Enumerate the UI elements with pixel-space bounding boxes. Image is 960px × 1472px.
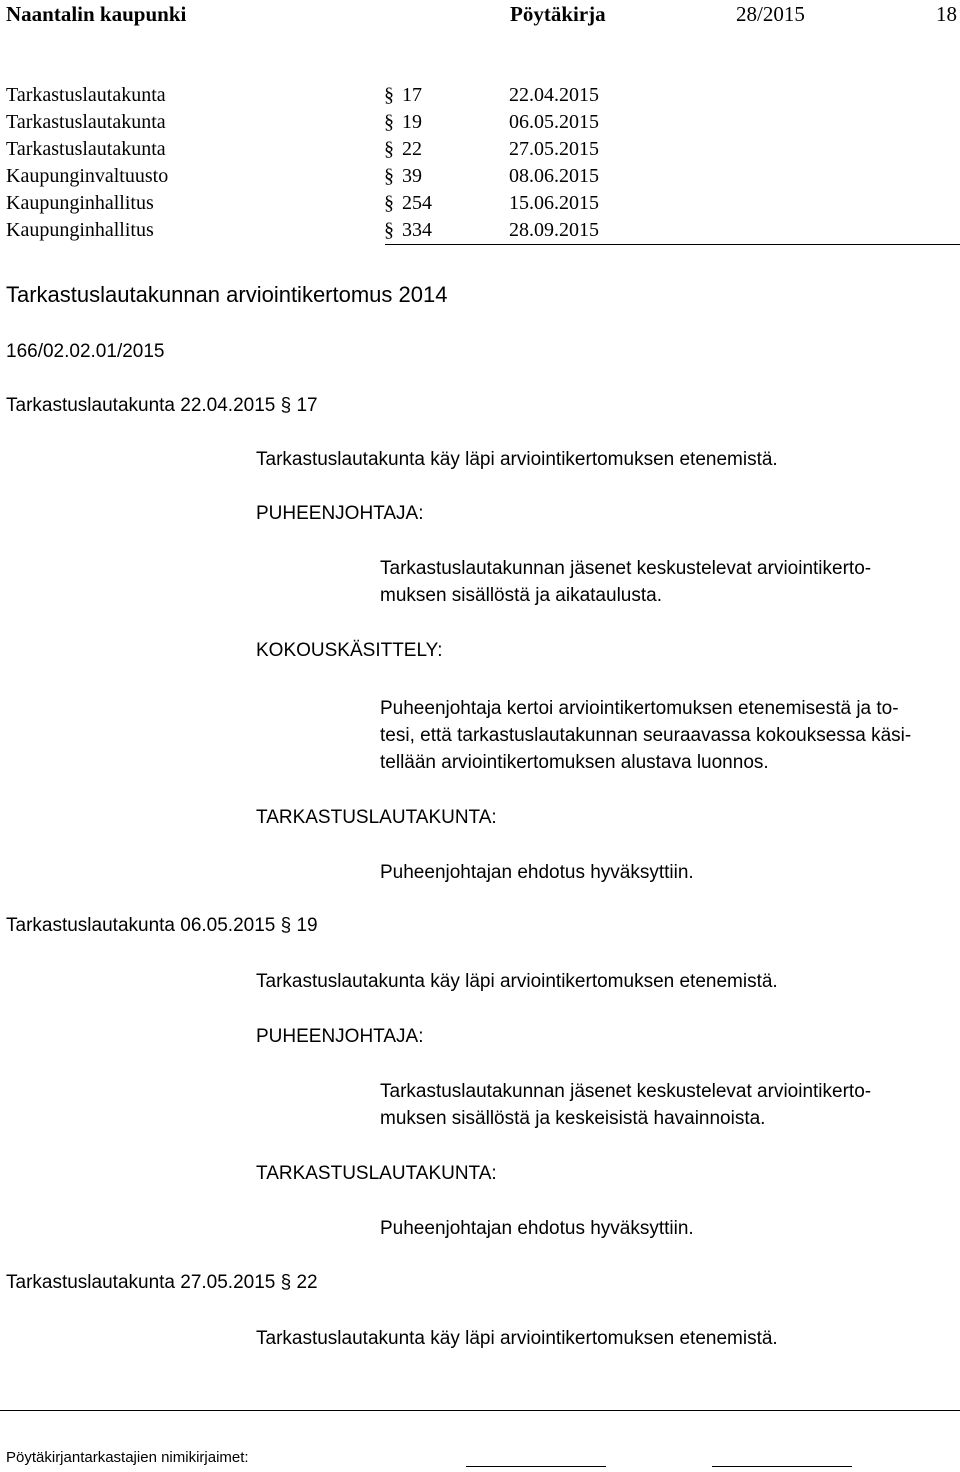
label-chair: PUHEENJOHTAJA: xyxy=(256,503,424,524)
committee-decision: Puheenjohtajan ehdotus hyväksyttiin. xyxy=(380,1218,694,1239)
diary-number: 166/02.02.01/2015 xyxy=(6,341,165,362)
reference-body: Kaupunginhallitus xyxy=(6,219,154,241)
label-committee: TARKASTUSLAUTAKUNTA: xyxy=(256,807,497,828)
footer-divider xyxy=(0,1410,960,1411)
label-chair: PUHEENJOHTAJA: xyxy=(256,1026,424,1047)
text-line: tesi, että tarkastuslautakunnan seuraavassa kokouksessa käsi- xyxy=(380,725,912,746)
reference-body: Kaupunginhallitus xyxy=(6,192,154,214)
reference-row xyxy=(6,165,626,193)
chair-proposal xyxy=(380,555,940,609)
reference-date: 28.09.2015 xyxy=(509,219,599,241)
section-sign: § xyxy=(384,138,394,160)
reference-row xyxy=(6,111,626,139)
section-intro: Tarkastuslautakunta käy läpi arviointikertomuksen etenemistä. xyxy=(256,1328,778,1349)
initials-signature-line xyxy=(466,1466,606,1467)
reference-body: Tarkastuslautakunta xyxy=(6,111,166,133)
chair-proposal xyxy=(380,1078,940,1132)
initials-signature-line xyxy=(712,1466,852,1467)
reference-section-number: 19 xyxy=(402,111,422,133)
reference-date: 06.05.2015 xyxy=(509,111,599,133)
section-heading: Tarkastuslautakunta 06.05.2015 § 19 xyxy=(6,915,318,936)
reference-section-number: 22 xyxy=(402,138,422,160)
section-sign: § xyxy=(384,165,394,187)
reference-body: Tarkastuslautakunta xyxy=(6,138,166,160)
section-sign: § xyxy=(384,111,394,133)
reference-body: Tarkastuslautakunta xyxy=(6,84,166,106)
text-line: Tarkastuslautakunnan jäsenet keskustelevat arviointikerto- xyxy=(380,558,872,579)
reference-section-number: 17 xyxy=(402,84,422,106)
section-sign: § xyxy=(384,84,394,106)
reference-row xyxy=(6,84,626,112)
section-heading: Tarkastuslautakunta 27.05.2015 § 22 xyxy=(6,1272,318,1293)
reference-row xyxy=(6,138,626,166)
reference-body: Kaupunginvaltuusto xyxy=(6,165,169,187)
meeting-process-text xyxy=(380,695,940,776)
header-doc-type: Pöytäkirja xyxy=(510,2,606,26)
section-sign: § xyxy=(384,219,394,241)
reference-row xyxy=(6,192,626,220)
reference-section-number: 334 xyxy=(402,219,432,241)
header-city: Naantalin kaupunki xyxy=(6,2,187,26)
section-heading: Tarkastuslautakunta 22.04.2015 § 17 xyxy=(6,395,318,416)
reference-date: 22.04.2015 xyxy=(509,84,599,106)
text-line: muksen sisällöstä ja aikataulusta. xyxy=(380,585,662,606)
section-intro: Tarkastuslautakunta käy läpi arviointikertomuksen etenemistä. xyxy=(256,971,778,992)
label-committee: TARKASTUSLAUTAKUNTA: xyxy=(256,1163,497,1184)
reference-section-number: 39 xyxy=(402,165,422,187)
reference-date: 15.06.2015 xyxy=(509,192,599,214)
text-line: tellään arviointikertomuksen alustava luonnos. xyxy=(380,752,769,773)
reference-divider xyxy=(385,244,960,245)
committee-decision: Puheenjohtajan ehdotus hyväksyttiin. xyxy=(380,862,694,883)
text-line: muksen sisällöstä ja keskeisistä havainnoista. xyxy=(380,1108,766,1129)
label-meeting-process: KOKOUSKÄSITTELY: xyxy=(256,640,443,661)
text-line: Puheenjohtaja kertoi arviointikertomuksen etenemisestä ja to- xyxy=(380,698,899,719)
section-intro: Tarkastuslautakunta käy läpi arviointikertomuksen etenemistä. xyxy=(256,449,778,470)
text-line: Tarkastuslautakunnan jäsenet keskustelevat arviointikerto- xyxy=(380,1081,872,1102)
reference-row xyxy=(6,219,626,247)
header-page-number: 18 xyxy=(936,2,957,26)
reference-section-number: 254 xyxy=(402,192,432,214)
document-title: Tarkastuslautakunnan arviointikertomus 2014 xyxy=(6,282,448,307)
footer-initials-label: Pöytäkirjantarkastajien nimikirjaimet: xyxy=(6,1449,249,1466)
reference-date: 08.06.2015 xyxy=(509,165,599,187)
section-sign: § xyxy=(384,192,394,214)
header-number: 28/2015 xyxy=(736,2,805,26)
reference-date: 27.05.2015 xyxy=(509,138,599,160)
